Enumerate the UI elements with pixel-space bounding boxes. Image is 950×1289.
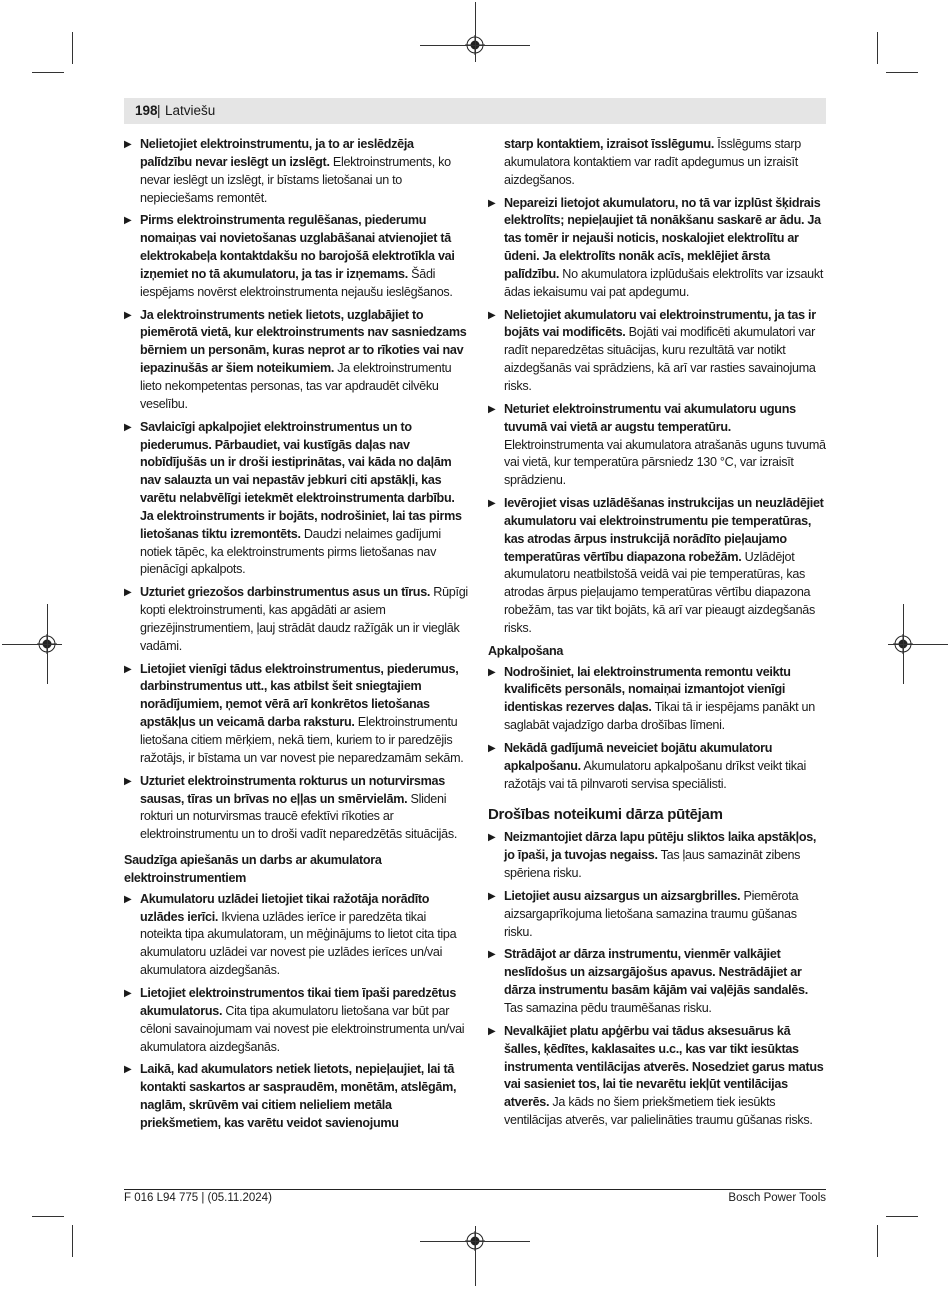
bullet-arrow-icon: ▶ — [488, 666, 496, 678]
section-title: Drošības noteikumi dārza pūtējam — [488, 805, 723, 823]
safety-item — [124, 307, 468, 414]
safety-item — [124, 985, 468, 1056]
bullet-arrow-icon: ▶ — [488, 403, 496, 415]
safety-item-text: Šādi iespējams novērst elektroinstrumenta nejaušu ieslēgšanos. — [140, 266, 453, 299]
safety-item — [124, 419, 468, 580]
bullet-arrow-icon: ▶ — [488, 743, 496, 754]
bullet-arrow-icon: ▶ — [488, 197, 496, 209]
registration-line-bottom-v — [475, 1226, 476, 1286]
bullet-arrow-icon: ▶ — [488, 832, 496, 844]
safety-item-text: Elektroinstrumentu lietošana citiem mērķiem, nekā tiem, kuriem to ir paredzējis ražotājs, ir bīstama un var novest pie neparedzamām sekām. — [140, 715, 464, 765]
safety-item-bold: Lietojiet vienīgi tādus elektroinstrumentus, piederumus, darbinstrumentus utt., kas atbilst šeit sniegtajiem norādījumiem, ņemot vērā arī konkrētos lietošanas apstākļus un veicamā darba raksturu. — [140, 661, 459, 730]
safety-item-bold: Uzturiet elektroinstrumenta rokturus un noturvirsmas sausas, tīras un brīvas no eļļas un smērvielām. — [140, 773, 445, 806]
safety-item-text: Uzlādējot akumulatoru neatbilstošā veidā vai pie temperatūras, kas atrodas ārpus pieļaujamo temperatūras vērtību diapazona robežām, tas var tikt bojāts, kā arī var pieaugt aizdegšanās risks. — [504, 549, 816, 635]
bullet-arrow-icon: ▶ — [124, 139, 132, 150]
safety-item-bold: Strādājot ar dārza instrumentu, vienmēr valkājiet neslīdošus un aizsargājošus apavus. Nestrādājiet ar dārza instrumentu basām kājām vai vaļējās sandalēs. — [504, 947, 808, 998]
safety-item-bold: Nevalkājiet platu apģērbu vai tādus aksesuārus kā šalles, ķēdītes, kaklasaites u.c., kas var tikt iesūktas instrumenta ventilācijas atverēs. Nosedziet garus matus vai sasieniet tos, lai tie nevarētu iekļūt ventilācijas atverēs. — [504, 1023, 824, 1110]
safety-item — [124, 773, 468, 844]
header-separator: | — [157, 103, 161, 118]
bullet-arrow-icon: ▶ — [488, 1025, 496, 1037]
registration-line-right-v — [903, 604, 904, 684]
safety-item-text: Ja elektroinstrumentu lieto nekompetentas personas, tas var apdraudēt cilvēku veselību. — [140, 361, 452, 411]
page-number: 198 — [135, 103, 158, 118]
safety-item-bold: Akumulatoru uzlādei lietojiet tikai ražotāja norādīto uzlādes ierīci. — [140, 891, 430, 924]
crop-mark-top-right-h — [886, 72, 918, 73]
safety-item-text: Akumulatoru apkalpošanu drīkst veikt tikai ražotājs vai tā pilnvaroti servisa speciālisti. — [504, 758, 806, 791]
safety-item — [488, 401, 828, 490]
safety-item — [124, 1061, 468, 1132]
bullet-arrow-icon: ▶ — [124, 1064, 132, 1076]
safety-item-bold: Uzturiet griezošos darbinstrumentus asus un tīrus. — [140, 585, 431, 600]
safety-item — [124, 136, 468, 207]
right-items-3 — [488, 829, 828, 1130]
safety-item-text: Ikviena uzlādes ierīce ir paredzēta tikai noteikta tipa akumulatoram, un mēģinājums to lietot cita tipa akumulatoru uzlādei var novest pie uzlādes ierīces un/vai akumulatora aizdegšanās. — [140, 909, 457, 978]
safety-item-text: Elektroinstruments, ko nevar ieslēgt un izslēgt, ir bīstams lietošanai un to nepieciešams remontēt. — [140, 154, 451, 205]
registration-line-left-h — [2, 644, 62, 645]
bullet-arrow-icon: ▶ — [124, 309, 132, 321]
safety-item — [124, 212, 468, 301]
safety-item-bold: Nodrošiniet, lai elektroinstrumenta remontu veiktu kvalificēts personāls, nomaiņai izmantojot vienīgi identiskas rezerves daļas. — [504, 664, 791, 715]
bullet-arrow-icon: ▶ — [124, 775, 132, 787]
safety-item — [488, 946, 828, 1017]
safety-item-bold: Ja elektroinstruments netiek lietots, uzglabājiet to piemērotā vietā, kur elektroinstruments nav sasniedzams bērniem un personām, kuras neprot ar to rīkoties vai nav iepazinušās ar šiem noteikumiem. — [140, 307, 467, 376]
registration-line-right-h — [888, 644, 948, 645]
safety-item-text: Cita tipa akumulatoru lietošana var būt par cēloni savainojumam vai novest pie elektroinstrumenta un/vai akumulatora aizdegšanās. — [140, 1003, 465, 1054]
safety-item-text: Ja kāds no šiem priekšmetiem tiek iesūkts ventilācijas atverēs, var palielināties traumu gūšanas risks. — [504, 1095, 813, 1128]
safety-item — [488, 307, 828, 396]
safety-item — [124, 584, 468, 655]
footer-doc-id: F 016 L94 775 | (05.11.2024) — [124, 1192, 272, 1204]
left-column — [124, 136, 468, 1138]
safety-item-bold: Nelietojiet elektroinstrumentu, ja to ar ieslēdzēja palīdzību nevar ieslēgt un izslēgt. — [140, 137, 414, 169]
crop-mark-bottom-right-h — [886, 1216, 918, 1217]
safety-item-text: Tas samazina pēdu traumēšanas risku. — [504, 1000, 712, 1015]
footer-rule — [124, 1189, 826, 1190]
safety-item — [488, 1023, 828, 1130]
safety-item — [488, 195, 828, 302]
continued-bold: starp kontaktiem, izraisot īsslēgumu. — [504, 137, 715, 151]
right-column — [488, 136, 828, 1135]
safety-item-bold: Neturiet elektroinstrumentu vai akumulatoru uguns tuvumā vai vietā ar augstu temperatūru. — [504, 401, 796, 434]
continued-paragraph — [488, 136, 828, 190]
right-items-1 — [488, 195, 828, 638]
bullet-arrow-icon: ▶ — [124, 587, 132, 599]
safety-item-bold: Savlaicīgi apkalpojiet elektroinstrumentus un to piederumus. Pārbaudiet, vai kustīgās daļas nav nobīdījušās un ir droši iestiprinātas, vai kāda no daļām nav salauzta un vai nepastāv jebkuri citi apstākļi, kas varētu nelabvēlīgi ietekmēt elektroinstrumenta darbību. Ja elektroinstruments ir bojāts, nodrošiniet, lai tas pirms lietošanas tiktu izremontēts. — [140, 419, 462, 541]
bullet-arrow-icon: ▶ — [488, 309, 496, 321]
bullet-arrow-icon: ▶ — [488, 949, 496, 961]
safety-item-bold: Ievērojiet visas uzlādēšanas instrukcijas un neuzlādējiet akumulatoru vai elektroinstrumentu pie temperatūras, kas atrodas ārpus instrukcijā norādīto pieļaujamo temperatūras vērtību diapazona robežām. — [504, 496, 824, 564]
safety-item-bold: Nepareizi lietojot akumulatoru, no tā var izplūst šķidrais elektrolīts; nepieļaujiet tā nonākšanu saskarē ar ādu. Ja tas tomēr ir nejauši noticis, noskalojiet elektrolītu ar ūdeni. Ja elektrolīts nonāk acīs, meklējiet ārsta palīdzību. — [504, 195, 821, 281]
crop-mark-top-left-h — [32, 72, 64, 73]
safety-item-bold: Lietojiet ausu aizsargus un aizsargbrilles. — [504, 888, 741, 903]
safety-item — [124, 661, 468, 768]
bullet-arrow-icon: ▶ — [124, 663, 132, 675]
safety-item-bold: Nelietojiet akumulatoru vai elektroinstrumentu, ja tas ir bojāts vai modificēts. — [504, 307, 816, 340]
crop-mark-bottom-left-v — [72, 1225, 73, 1257]
safety-item-text: Daudzi nelaimes gadījumi notiek tāpēc, ka elektroinstruments pirms lietošanas nav pienācīgi apkalpots. — [140, 526, 441, 577]
safety-item-bold: Neizmantojiet dārza lapu pūtēju sliktos laika apstākļos, jo īpaši, ja tuvojas negaiss. — [504, 830, 817, 863]
safety-item — [488, 888, 828, 942]
safety-item-text: No akumulatora izplūdušais elektrolīts var izsaukt ādas iekaisumu vai pat apdegumu. — [504, 266, 824, 299]
registration-line-top-v — [475, 2, 476, 62]
language-label: Latviešu — [165, 103, 216, 118]
left-items-1 — [124, 136, 468, 844]
safety-item — [488, 495, 828, 638]
bullet-arrow-icon: ▶ — [124, 215, 132, 227]
crop-mark-bottom-left-h — [32, 1216, 64, 1217]
safety-item-text: Tas ļaus samazināt zibens spēriena risku. — [504, 848, 801, 881]
continued-text: Īsslēgums starp akumulatora kontaktiem var radīt apdegumus un izraisīt aizdegšanos. — [504, 137, 801, 187]
safety-item-text: Piemērota aizsargaprīkojuma lietošana samazina traumu gūšanas risku. — [504, 888, 799, 939]
safety-item-text: Rūpīgi kopti elektroinstrumenti, kas apgādāti ar asiem griezējinstrumentiem, ļauj strādāt daudz ražīgāk un ir vieglāk vadāmi. — [140, 585, 468, 653]
page-header — [124, 98, 826, 124]
left-subheading: Saudzīga apiešanās un darbs ar akumulatora elektroinstrumentiem — [124, 853, 382, 885]
registration-line-left-v — [47, 604, 48, 684]
crop-mark-top-left-v — [72, 32, 73, 64]
bullet-arrow-icon: ▶ — [124, 893, 132, 905]
safety-item-bold: Lietojiet elektroinstrumentos tikai tiem īpaši paredzētus akumulatorus. — [140, 985, 457, 1018]
safety-item-bold: Pirms elektroinstrumenta regulēšanas, piederumu nomaiņas vai novietošanas uzglabāšanai atvienojiet tā elektrokabeļa kontaktdakšu no barojošā elektrotīkla vai izņemiet no tā akumulatoru, ja tas ir izņemams. — [140, 213, 455, 281]
safety-item-bold: Laikā, kad akumulators netiek lietots, nepieļaujiet, lai tā kontakti saskartos ar saspraudēm, monētām, atslēgām, naglām, skrūvēm vai citiem nelieliem metāla priekšmetiem, kas varētu veidot savienojumu — [140, 1062, 457, 1130]
crop-mark-top-right-v — [877, 32, 878, 64]
footer-brand: Bosch Power Tools — [728, 1192, 826, 1204]
bullet-arrow-icon: ▶ — [488, 890, 496, 902]
safety-item-text: Tikai tā ir iespējams panākt un saglabāt vajadzīgo darba drošības līmeni. — [504, 700, 815, 733]
bullet-arrow-icon: ▶ — [124, 421, 132, 433]
right-subheading: Apkalpošana — [488, 643, 564, 658]
bullet-arrow-icon: ▶ — [488, 498, 496, 510]
left-items-2 — [124, 891, 468, 1133]
right-items-2 — [488, 664, 828, 794]
safety-item-text: Slideni rokturi un noturvirsmas traucē efektīvi rīkoties ar elektroinstrumentu un to droši vadīt neparedzētās situācijās. — [140, 791, 458, 842]
safety-item — [124, 891, 468, 980]
crop-mark-bottom-right-v — [877, 1225, 878, 1257]
safety-item-text: Elektroinstrumenta vai akumulatora atrašanās uguns tuvumā vai vietā, kur temperatūra pārsniedz 130 °C, var izraisīt sprādzienu. — [504, 437, 826, 488]
safety-item — [488, 740, 828, 794]
safety-item — [488, 664, 828, 735]
bullet-arrow-icon: ▶ — [124, 987, 132, 999]
safety-item — [488, 829, 828, 883]
safety-item-text: Bojāti vai modificēti akumulatori var radīt neparedzētas situācijas, kuru rezultātā var notikt aizdegšanās vai sprādziens, kā arī var rasties savainojuma risks. — [504, 325, 816, 393]
safety-item-bold: Nekādā gadījumā neveiciet bojātu akumulatoru apkalpošanu. — [504, 741, 773, 773]
